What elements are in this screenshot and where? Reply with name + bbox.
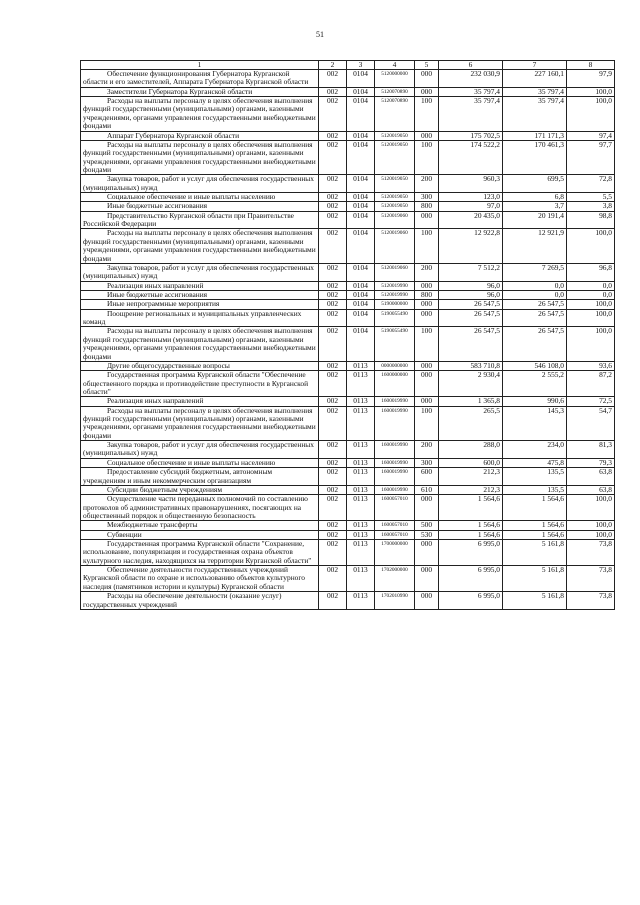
executed-amount: 26 547,5 [503,327,567,361]
planned-amount: 212,3 [439,485,503,494]
executed-amount: 20 191,4 [503,211,567,229]
section-code: 0113 [347,485,375,494]
planned-amount: 232 030,9 [439,70,503,88]
row-name: Представительство Курганской области при Правительстве Российской Федерации [81,211,319,229]
planned-amount: 20 435,0 [439,211,503,229]
target-article-code: 5120019050 [375,175,415,193]
row-name: Иные непрограммные мероприятия [81,300,319,309]
executed-amount: 699,5 [503,175,567,193]
table-row [81,540,615,566]
target-article-code: 0000000000 [375,361,415,370]
execution-percent: 100,0 [567,309,615,327]
table-row [81,290,615,299]
section-code: 0113 [347,566,375,592]
execution-percent: 100,0 [567,530,615,539]
executed-amount: 0,0 [503,281,567,290]
target-article-code: 5120019050 [375,193,415,202]
planned-amount: 212,3 [439,468,503,486]
planned-amount: 6 995,0 [439,592,503,610]
column-header: 3 [347,61,375,70]
admin-code: 002 [319,281,347,290]
admin-code: 002 [319,87,347,96]
section-code: 0113 [347,458,375,467]
section-code: 0104 [347,87,375,96]
column-header: 2 [319,61,347,70]
admin-code: 002 [319,485,347,494]
table-row [81,458,615,467]
table-row [81,521,615,530]
target-article-code: 1600019990 [375,468,415,486]
target-article-code: 5120019060 [375,229,415,263]
executed-amount: 35 797,4 [503,97,567,131]
admin-code: 002 [319,211,347,229]
table-row [81,495,615,521]
execution-percent: 79,3 [567,458,615,467]
target-article-code: 1702000000 [375,566,415,592]
execution-percent: 97,4 [567,131,615,140]
planned-amount: 97,0 [439,202,503,211]
expense-type-code: 000 [415,361,439,370]
admin-code: 002 [319,371,347,397]
execution-percent: 100,0 [567,97,615,131]
table-row [81,202,615,211]
execution-percent: 100,0 [567,495,615,521]
planned-amount: 175 702,5 [439,131,503,140]
expense-type-code: 200 [415,175,439,193]
execution-percent: 54,7 [567,406,615,440]
admin-code: 002 [319,193,347,202]
target-article-code: 5120019990 [375,290,415,299]
admin-code: 002 [319,327,347,361]
table-row [81,309,615,327]
executed-amount: 6,8 [503,193,567,202]
planned-amount: 960,3 [439,175,503,193]
admin-code: 002 [319,458,347,467]
section-code: 0104 [347,263,375,281]
header-row [81,61,615,70]
execution-percent: 63,8 [567,485,615,494]
execution-percent: 73,8 [567,566,615,592]
table-row [81,468,615,486]
row-name: Государственная программа Курганской области "Обеспечение общественного порядка и противодействие преступности в Курганской области" [81,371,319,397]
expense-type-code: 000 [415,131,439,140]
row-name: Иные бюджетные ассигнования [81,202,319,211]
admin-code: 002 [319,566,347,592]
table-row [81,327,615,361]
expense-type-code: 300 [415,193,439,202]
row-name: Социальное обеспечение и иные выплаты населению [81,193,319,202]
execution-percent: 87,2 [567,371,615,397]
table-row [81,211,615,229]
executed-amount: 0,0 [503,290,567,299]
target-article-code: 5190055490 [375,327,415,361]
admin-code: 002 [319,175,347,193]
row-name: Реализация иных направлений [81,397,319,406]
row-name: Обеспечение функционирования Губернатора Курганской области и его заместителей, Аппарата Губернатора Курганской области [81,70,319,88]
row-name: Осуществление части переданных полномочий по составлению протоколов об административных правонарушениях, посягающих на общественный порядок и общественную безопасность [81,495,319,521]
admin-code: 002 [319,202,347,211]
expense-type-code: 000 [415,397,439,406]
section-code: 0104 [347,70,375,88]
target-article-code: 1700000000 [375,540,415,566]
admin-code: 002 [319,468,347,486]
expense-type-code: 800 [415,202,439,211]
planned-amount: 123,0 [439,193,503,202]
section-code: 0104 [347,131,375,140]
planned-amount: 26 547,5 [439,300,503,309]
planned-amount: 174 522,2 [439,140,503,174]
executed-amount: 35 797,4 [503,87,567,96]
section-code: 0113 [347,406,375,440]
row-name: Обеспечение деятельности государственных учреждений Курганской области по охране и использованию объектов культурного наследия (памятников истории и культуры) Курганской области [81,566,319,592]
planned-amount: 35 797,4 [439,97,503,131]
target-article-code: 5120019050 [375,202,415,211]
planned-amount: 6 995,0 [439,566,503,592]
executed-amount: 475,8 [503,458,567,467]
table-row [81,371,615,397]
expense-type-code: 000 [415,592,439,610]
target-article-code: 5120070890 [375,97,415,131]
planned-amount: 12 922,8 [439,229,503,263]
target-article-code: 1600019990 [375,397,415,406]
row-name: Расходы на выплаты персоналу в целях обеспечения выполнения функций государственными (муниципальными) органами, казенными учреждениями, органами управления государственными внебюджетными фондами [81,406,319,440]
admin-code: 002 [319,309,347,327]
planned-amount: 1 564,6 [439,495,503,521]
row-name: Социальное обеспечение и иные выплаты населению [81,458,319,467]
executed-amount: 2 555,2 [503,371,567,397]
execution-percent: 63,8 [567,468,615,486]
target-article-code: 5120070890 [375,87,415,96]
table-row [81,397,615,406]
section-code: 0104 [347,290,375,299]
admin-code: 002 [319,263,347,281]
table-row [81,592,615,610]
section-code: 0113 [347,361,375,370]
executed-amount: 145,3 [503,406,567,440]
row-name: Аппарат Губернатора Курганской области [81,131,319,140]
expense-type-code: 000 [415,566,439,592]
target-article-code: 5120019050 [375,140,415,174]
target-article-code: 1702010990 [375,592,415,610]
execution-percent: 96,8 [567,263,615,281]
row-name: Расходы на выплаты персоналу в целях обеспечения выполнения функций государственными (муниципальными) органами, казенными учреждениями, органами управления государственными внебюджетными фондами [81,327,319,361]
admin-code: 002 [319,140,347,174]
table-row [81,361,615,370]
table-row [81,300,615,309]
table-row [81,530,615,539]
execution-percent: 100,0 [567,300,615,309]
row-name: Расходы на выплаты персоналу в целях обеспечения выполнения функций государственными (муниципальными) органами, казенными учреждениями, органами управления государственными внебюджетными фондами [81,229,319,263]
planned-amount: 1 365,8 [439,397,503,406]
target-article-code: 1600019990 [375,458,415,467]
planned-amount: 6 995,0 [439,540,503,566]
target-article-code: 5120019990 [375,281,415,290]
column-header: 6 [439,61,503,70]
planned-amount: 26 547,5 [439,327,503,361]
table-row [81,441,615,459]
execution-percent: 73,8 [567,592,615,610]
expense-type-code: 000 [415,540,439,566]
admin-code: 002 [319,540,347,566]
section-code: 0113 [347,530,375,539]
target-article-code: 1600057010 [375,530,415,539]
expense-type-code: 100 [415,229,439,263]
table-row [81,263,615,281]
row-name: Закупка товаров, работ и услуг для обеспечения государственных (муниципальных) нужд [81,263,319,281]
executed-amount: 3,7 [503,202,567,211]
row-name: Другие общегосударственные вопросы [81,361,319,370]
row-name: Реализация иных направлений [81,281,319,290]
section-code: 0113 [347,468,375,486]
target-article-code: 1600057010 [375,495,415,521]
table-row [81,97,615,131]
table-row [81,70,615,88]
executed-amount: 170 461,3 [503,140,567,174]
row-name: Межбюджетные трансферты [81,521,319,530]
section-code: 0104 [347,140,375,174]
table-row [81,281,615,290]
table-row [81,485,615,494]
executed-amount: 546 108,0 [503,361,567,370]
execution-percent: 73,8 [567,540,615,566]
target-article-code: 5190055490 [375,309,415,327]
executed-amount: 12 921,9 [503,229,567,263]
expense-type-code: 000 [415,70,439,88]
row-name: Расходы на обеспечение деятельности (оказание услуг) государственных учреждений [81,592,319,610]
expense-type-code: 200 [415,441,439,459]
table-row [81,406,615,440]
section-code: 0113 [347,441,375,459]
column-header: 7 [503,61,567,70]
expense-type-code: 610 [415,485,439,494]
planned-amount: 1 564,6 [439,521,503,530]
section-code: 0104 [347,229,375,263]
row-name: Закупка товаров, работ и услуг для обеспечения государственных (муниципальных) нужд [81,175,319,193]
execution-percent: 0,0 [567,290,615,299]
planned-amount: 1 564,6 [439,530,503,539]
executed-amount: 990,6 [503,397,567,406]
expense-type-code: 500 [415,521,439,530]
target-article-code: 1600019990 [375,441,415,459]
execution-percent: 5,5 [567,193,615,202]
executed-amount: 1 564,6 [503,521,567,530]
expense-type-code: 800 [415,290,439,299]
executed-amount: 227 160,1 [503,70,567,88]
target-article-code: 1600019990 [375,485,415,494]
target-article-code: 1600000000 [375,371,415,397]
executed-amount: 135,5 [503,485,567,494]
expense-type-code: 530 [415,530,439,539]
admin-code: 002 [319,495,347,521]
column-header: 5 [415,61,439,70]
execution-percent: 100,0 [567,229,615,263]
table-row [81,87,615,96]
executed-amount: 171 171,3 [503,131,567,140]
section-code: 0104 [347,211,375,229]
expense-type-code: 100 [415,140,439,174]
target-article-code: 5120019060 [375,263,415,281]
row-name: Государственная программа Курганской области "Сохранение, использование, популяризация и государственная охрана объектов культурного наследия, находящихся на территории Курганской области" [81,540,319,566]
execution-percent: 93,6 [567,361,615,370]
target-article-code: 1600019990 [375,406,415,440]
expense-type-code: 000 [415,281,439,290]
admin-code: 002 [319,530,347,539]
admin-code: 002 [319,592,347,610]
admin-code: 002 [319,406,347,440]
row-name: Заместители Губернатора Курганской области [81,87,319,96]
executed-amount: 7 269,5 [503,263,567,281]
executed-amount: 5 161,8 [503,566,567,592]
admin-code: 002 [319,441,347,459]
admin-code: 002 [319,97,347,131]
expense-type-code: 300 [415,458,439,467]
execution-percent: 98,8 [567,211,615,229]
execution-percent: 81,3 [567,441,615,459]
budget-table [80,60,615,610]
expense-type-code: 000 [415,87,439,96]
execution-percent: 97,7 [567,140,615,174]
column-header: 8 [567,61,615,70]
expense-type-code: 000 [415,495,439,521]
expense-type-code: 100 [415,406,439,440]
section-code: 0104 [347,97,375,131]
table-row [81,140,615,174]
planned-amount: 600,0 [439,458,503,467]
execution-percent: 3,8 [567,202,615,211]
page-number: 51 [316,30,324,39]
planned-amount: 2 930,4 [439,371,503,397]
admin-code: 002 [319,131,347,140]
section-code: 0113 [347,540,375,566]
target-article-code: 5120019060 [375,211,415,229]
section-code: 0104 [347,300,375,309]
planned-amount: 35 797,4 [439,87,503,96]
section-code: 0104 [347,193,375,202]
table-body [81,70,615,610]
execution-percent: 100,0 [567,521,615,530]
target-article-code: 1600057010 [375,521,415,530]
planned-amount: 7 512,2 [439,263,503,281]
admin-code: 002 [319,229,347,263]
section-code: 0104 [347,327,375,361]
admin-code: 002 [319,290,347,299]
expense-type-code: 000 [415,309,439,327]
row-name: Расходы на выплаты персоналу в целях обеспечения выполнения функций государственными (муниципальными) органами, казенными учреждениями, органами управления государственными внебюджетными фондами [81,97,319,131]
execution-percent: 97,9 [567,70,615,88]
executed-amount: 135,5 [503,468,567,486]
admin-code: 002 [319,397,347,406]
target-article-code: 5120000000 [375,70,415,88]
execution-percent: 72,8 [567,175,615,193]
planned-amount: 288,0 [439,441,503,459]
section-code: 0104 [347,309,375,327]
row-name: Расходы на выплаты персоналу в целях обеспечения выполнения функций государственными (муниципальными) органами, казенными учреждениями, органами управления государственными внебюджетными фондами [81,140,319,174]
execution-percent: 100,0 [567,87,615,96]
planned-amount: 26 547,5 [439,309,503,327]
executed-amount: 5 161,8 [503,540,567,566]
planned-amount: 96,0 [439,281,503,290]
expense-type-code: 100 [415,327,439,361]
row-name: Субвенции [81,530,319,539]
section-code: 0104 [347,175,375,193]
section-code: 0104 [347,202,375,211]
expense-type-code: 000 [415,371,439,397]
expense-type-code: 000 [415,300,439,309]
column-header: 1 [81,61,319,70]
expense-type-code: 100 [415,97,439,131]
admin-code: 002 [319,300,347,309]
admin-code: 002 [319,70,347,88]
section-code: 0113 [347,521,375,530]
section-code: 0113 [347,495,375,521]
planned-amount: 96,0 [439,290,503,299]
executed-amount: 26 547,5 [503,309,567,327]
planned-amount: 583 710,8 [439,361,503,370]
executed-amount: 26 547,5 [503,300,567,309]
planned-amount: 265,5 [439,406,503,440]
table-row [81,131,615,140]
admin-code: 002 [319,521,347,530]
row-name: Закупка товаров, работ и услуг для обеспечения государственных (муниципальных) нужд [81,441,319,459]
executed-amount: 5 161,8 [503,592,567,610]
expense-type-code: 600 [415,468,439,486]
table-row [81,193,615,202]
row-name: Поощрение региональных и муниципальных управленческих команд [81,309,319,327]
expense-type-code: 200 [415,263,439,281]
column-header: 4 [375,61,415,70]
section-code: 0113 [347,592,375,610]
execution-percent: 100,0 [567,327,615,361]
section-code: 0104 [347,281,375,290]
table-row [81,229,615,263]
executed-amount: 234,0 [503,441,567,459]
row-name: Предоставление субсидий бюджетным, автономным учреждениям и иным некоммерческим организациям [81,468,319,486]
section-code: 0113 [347,371,375,397]
table-row [81,566,615,592]
expense-type-code: 000 [415,211,439,229]
execution-percent: 0,0 [567,281,615,290]
admin-code: 002 [319,361,347,370]
row-name: Иные бюджетные ассигнования [81,290,319,299]
target-article-code: 5120019050 [375,131,415,140]
execution-percent: 72,5 [567,397,615,406]
row-name: Субсидии бюджетным учреждениям [81,485,319,494]
executed-amount: 1 564,6 [503,530,567,539]
table-row [81,175,615,193]
executed-amount: 1 564,6 [503,495,567,521]
target-article-code: 5190000000 [375,300,415,309]
section-code: 0113 [347,397,375,406]
